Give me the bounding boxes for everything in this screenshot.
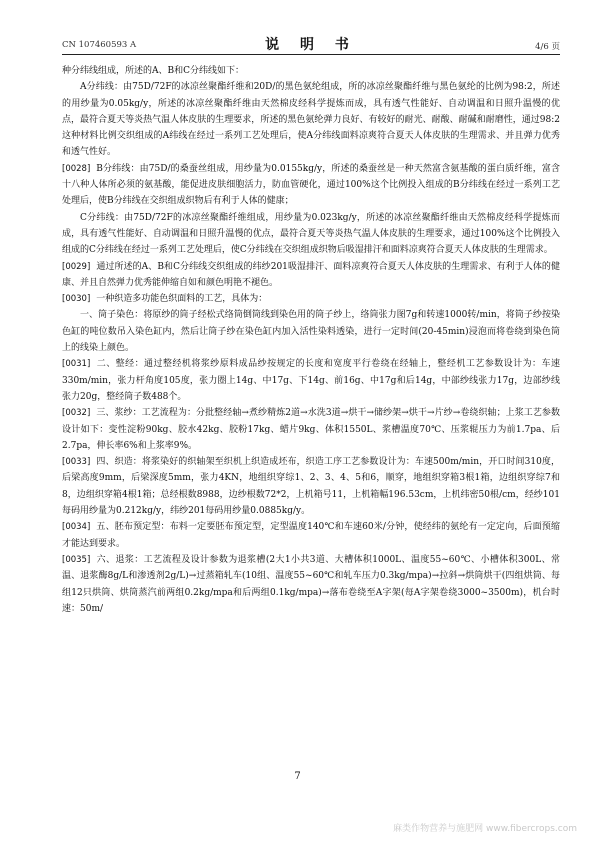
paragraph-text: 三、浆纱：工艺流程为：分批整经轴→煮纱精炼2道→水洗3道→烘干→储纱架→烘干→片纱→卷绕织轴；上浆工艺参数设计如下：变性淀粉90kg、胶水42kg、胶粉17kg、蜡片9kg、体积1550L、浆槽温度70℃、压浆辊压力为前1.7pa、后2.7pa，伸长率6%和上浆率9%。 [62, 408, 560, 451]
paragraph-text: 五、胚布预定型：布料一定要胚布预定型，定型温度140℃和车速60米/分钟，使经纬的氨纶有一定定向，后面预缩才能达到要求。 [62, 522, 560, 549]
paragraph-number: [0032] [62, 408, 91, 419]
page-info: 4/6 页 [535, 42, 560, 52]
paragraph [62, 405, 560, 454]
paragraph [62, 79, 560, 160]
document-title: 说 明 书 [265, 37, 357, 53]
paragraph-number: [0030] [62, 294, 91, 305]
paragraph-text: 六、退浆：工艺流程及设计参数为退浆槽(2大1小共3道、大槽体积1000L、温度55~60℃、小槽体积300L、常温、退浆酶8g/L和渗透剂2g/L)→过蒸箱轧车(10组、温度55~60℃和轧车压力0.3kg/mpa)→拉斜→烘筒烘干(四组烘筒、每组12只烘筒、烘筒蒸汽前两组0.2kg/mpa和后两组0.1kg/mpa)→落布卷绕至A字架(每A字架卷绕3000~3500m)，机台时速：50m/ [62, 554, 560, 614]
paragraph-text: 种分纬线组成，所述的A、B和C分纬线如下： [62, 66, 245, 76]
page-header [62, 34, 560, 55]
paragraph-text: 四、织造：将浆染好的织轴架至织机上织造成坯布，织造工序工艺参数设计为：车速500m/min，开口时间310度，后梁高度9mm，后梁深度5mm，张力4KN，地组织穿综1、2、3、4、5和6，顺穿，地组织穿箱3根1箱，边组织穿综7和8，边组织穿箱4根1箱；总经根数8988，边纱根数72*2，上机箱号11，上机箱幅196.53cm，上机纬密50根/cm，经纱101每码用纱量为0.212kg/y，纬纱201每码用纱量0.0885kg/y。 [62, 457, 560, 517]
paragraph-text: A分纬线：由75D/72F的冰凉丝聚酯纤维和20D/的黑色氨纶组成，所的冰凉丝聚酯纤维与黑色氨纶的比例为98:2，所述的用纱量为0.05kg/y，所述的冰凉丝聚酯纤维由天然棉皮经科学提炼而成，具有透气性能好、自动调温和日照升温慢的优点，最符合夏天等炎热气温人体皮肤的生理要求，所述的黑色氨纶弹力良好、有较好的耐光、耐酸、耐碱和耐磨性，通过98:2这种材料比例交织组成的A纬线在经过一系列工艺处理后，使A分纬线面料凉爽符合夏天人体皮肤的生理需求、并且弹力优秀和透气性好。 [62, 82, 560, 158]
paragraph-number: [0034] [62, 522, 91, 533]
paragraph-number: [0035] [62, 554, 91, 565]
paragraph-text: 二、整经：通过整经机将浆纱原料成品纱按规定的长度和宽度平行卷绕在经轴上，整经机工艺参数设计为：车速330m/min，张力杆角度105度，张力圈上14g、中17g、下14g、前16g、中17g和后14g，中部纱线张力17g，边部纱线张力20g，整经筒子数488个。 [62, 359, 560, 402]
paragraph [62, 552, 560, 617]
paragraph [62, 307, 560, 356]
paragraph [62, 161, 560, 210]
paragraph [62, 519, 560, 552]
watermark: 麻类作物营养与施肥网 www.fibercrops.com [393, 824, 577, 834]
paragraph [62, 63, 560, 79]
paragraph-text: 一、筒子染色：将原纱的筒子经松式络筒倒筒线到染色用的筒子纱上，络筒张力图7g和转速1000转/min，将筒子纱按染色缸的吨位数吊入染色缸内，然后让筒子纱在染色缸内加入活性染料透染，进行一定时间(20-45min)浸泡而将卷绕到染色筒上的线染上颜色。 [62, 310, 560, 354]
paragraph [62, 210, 560, 259]
paragraph-text: C分纬线：由75D/72F的冰凉丝聚酯纤维组成，用纱量为0.023kg/y，所述的冰凉丝聚酯纤维由天然棉皮经科学提炼而成，具有透气性能好、自动调温和日照升温慢的优点，最符合夏天等炎热气温人体皮肤的生理要求，通过100%这个比例投入组成的C分纬线在经过一系列工艺处理后，使C分纬线在交织组成织物后吸湿排汗和面料凉爽符合夏天人体皮肤的生理需求。 [62, 212, 560, 256]
paragraph-number: [0031] [62, 359, 91, 370]
paragraph [62, 356, 560, 405]
page-number: 7 [294, 771, 301, 782]
paragraph [62, 454, 560, 519]
paragraph [62, 291, 560, 307]
paragraph-text: 通过所述的A、B和C分纬线交织组成的纬纱201吸湿排汗、面料凉爽符合夏天人体皮肤的生理需求、有利于人体的健康、并且自然弹力优秀能伸缩自如和颜色明艳不褪色。 [62, 261, 560, 288]
paragraph [62, 259, 560, 292]
body-text [62, 63, 560, 617]
paragraph-number: [0033] [62, 457, 91, 468]
paragraph-number: [0028] [62, 163, 91, 174]
document-number: CN 107460593 A [62, 40, 137, 50]
paragraph-text: B分纬线：由75D/的桑蚕丝组成，用纱量为0.0155kg/y，所述的桑蚕丝是一种天然富含氨基酸的蛋白质纤维，富含十八种人体所必须的氨基酸，能促进皮肤细胞活力，防血管硬化，通过100%这个比例投入组成的B分纬线在经过一系列工艺处理后，使B分纬线在交织组成织物后有利于人体的健康； [62, 163, 560, 207]
paragraph-number: [0029] [62, 261, 91, 272]
paragraph-text: 一种织造多功能色织面料的工艺，具体为： [96, 294, 268, 305]
